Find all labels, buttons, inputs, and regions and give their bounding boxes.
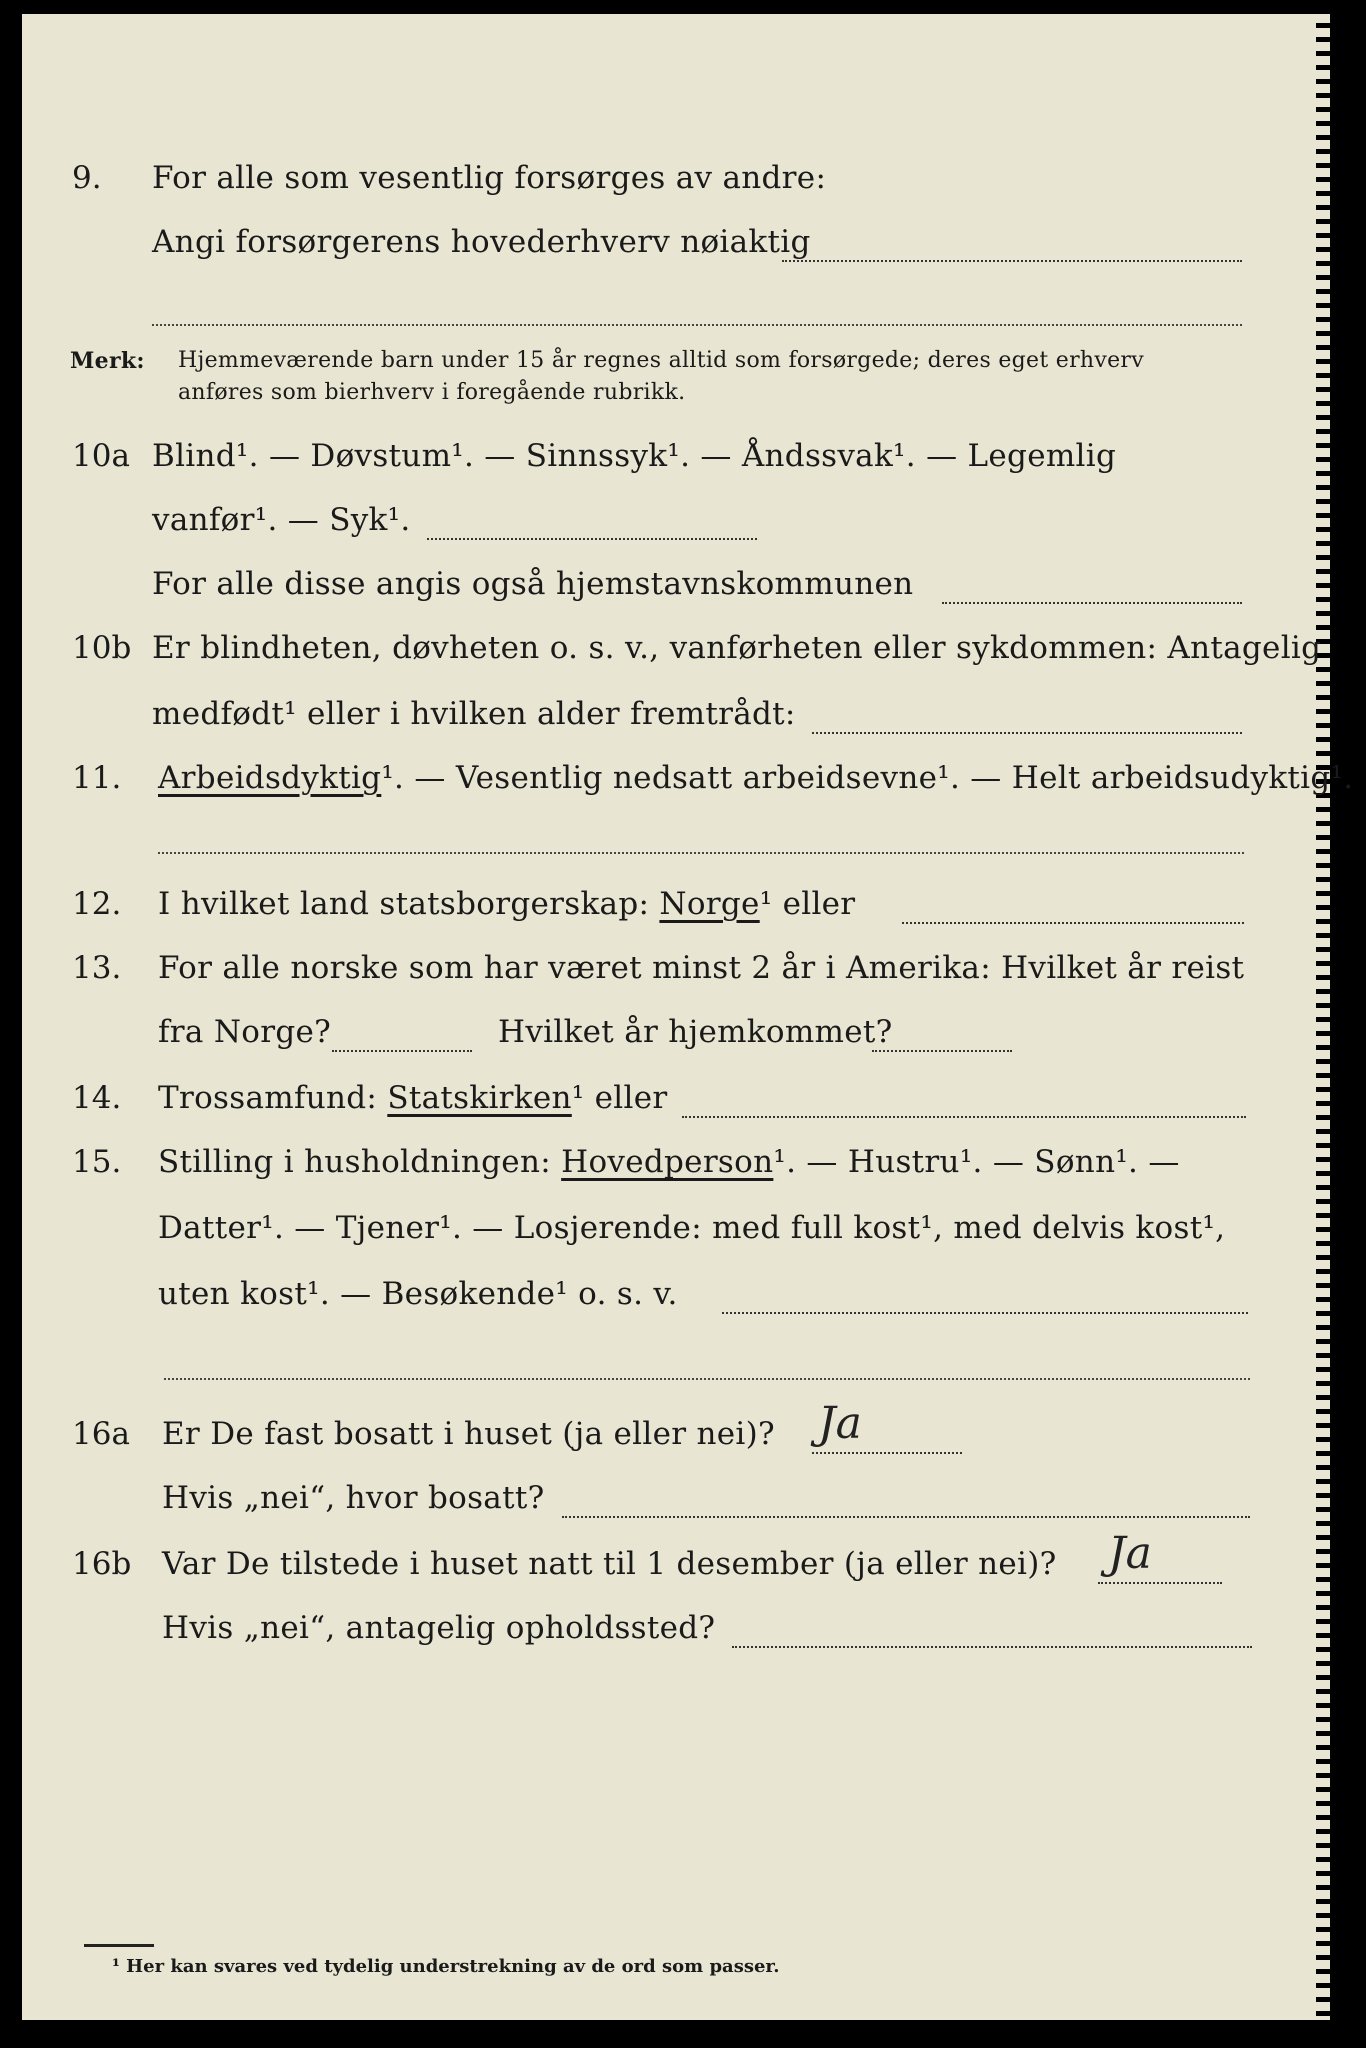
- merk-line1: Hjemmeværende barn under 15 år regnes alltid som forsørgede; deres eget erhverv: [178, 348, 1144, 373]
- q16a-number: 16a: [72, 1416, 130, 1452]
- q10b-line1: Er blindheten, døvheten o. s. v., vanførheten eller sykdommen: Antagelig: [152, 630, 1322, 666]
- q15-line3: uten kost¹. — Besøkende¹ o. s. v.: [158, 1276, 678, 1312]
- q9-answer-line[interactable]: [782, 260, 1242, 262]
- q12-pre: I hvilket land statsborgerskap:: [158, 886, 650, 922]
- q9-extra-line[interactable]: [152, 324, 1242, 326]
- q16a-line1: Er De fast bosatt i huset (ja eller nei)?: [162, 1416, 775, 1452]
- q13-line2b: Hvilket år hjemkommet?: [498, 1014, 893, 1050]
- q10a-kommune-line[interactable]: [942, 602, 1242, 604]
- q13-line1: For alle norske som har været minst 2 år i Amerika: Hvilket år reist: [158, 950, 1245, 986]
- q16b-opholdssted-line[interactable]: [732, 1646, 1252, 1648]
- footnote-rule: [84, 1944, 154, 1947]
- census-form-page: [22, 14, 1354, 2020]
- q10b-number: 10b: [72, 630, 132, 666]
- q12-post: ¹ eller: [759, 886, 856, 922]
- q15-option-underlined[interactable]: Hovedperson: [561, 1144, 774, 1180]
- q16b-number: 16b: [72, 1546, 132, 1582]
- q15-number: 15.: [72, 1144, 122, 1180]
- q14-post: ¹ eller: [571, 1080, 668, 1116]
- q9-number: 9.: [72, 160, 102, 196]
- q12-answer-line[interactable]: [902, 922, 1244, 924]
- q16b-handwritten-answer: Ja: [1108, 1528, 1152, 1579]
- q15-extra-line[interactable]: [164, 1378, 1250, 1380]
- q16a-line2: Hvis „nei“, hvor bosatt?: [162, 1480, 545, 1516]
- q10a-line1: Blind¹. — Døvstum¹. — Sinnssyk¹. — Åndssvak¹. — Legemlig: [152, 438, 1117, 474]
- perforated-edge: [1316, 14, 1330, 2020]
- q16b-line2: Hvis „nei“, antagelig opholdssted?: [162, 1610, 716, 1646]
- q10b-line2: medfødt¹ eller i hvilken alder fremtrådt:: [152, 696, 796, 732]
- merk-line2: anføres som bierhverv i foregående rubrikk.: [178, 380, 686, 405]
- q9-line2: Angi forsørgerens hovederhverv nøiaktig: [152, 224, 811, 260]
- footnote: ¹ Her kan svares ved tydelig understrekning av de ord som passer.: [112, 1956, 780, 1977]
- q11-extra-line[interactable]: [158, 852, 1244, 854]
- q14-answer-line[interactable]: [682, 1116, 1246, 1118]
- q11-number: 11.: [72, 760, 122, 796]
- q12-option-underlined[interactable]: Norge: [659, 886, 760, 922]
- q11-text: [158, 760, 1353, 796]
- q13-reist-line[interactable]: [332, 1050, 472, 1052]
- q11-rest: ¹. — Vesentlig nedsatt arbeidsevne¹. — Helt arbeidsudyktig¹.: [381, 760, 1354, 796]
- q9-line1: For alle som vesentlig forsørges av andre:: [152, 160, 827, 196]
- q14-pre: Trossamfund:: [158, 1080, 378, 1116]
- q16a-handwritten-answer: Ja: [818, 1398, 862, 1449]
- q10a-syk-line[interactable]: [427, 538, 757, 540]
- q16b-answer-line[interactable]: [1098, 1582, 1222, 1584]
- q12-number: 12.: [72, 886, 122, 922]
- q10b-answer-line[interactable]: [812, 732, 1242, 734]
- q14-number: 14.: [72, 1080, 122, 1116]
- q15-rest1: ¹. — Hustru¹. — Sønn¹. —: [773, 1144, 1180, 1180]
- q13-number: 13.: [72, 950, 122, 986]
- q10a-line3: For alle disse angis også hjemstavnskommunen: [152, 566, 914, 602]
- q16a-bosatt-line[interactable]: [562, 1516, 1250, 1518]
- q14-option-underlined[interactable]: Statskirken: [387, 1080, 572, 1116]
- merk-label: Merk:: [70, 348, 145, 374]
- q15-line2: Datter¹. — Tjener¹. — Losjerende: med full kost¹, med delvis kost¹,: [158, 1210, 1226, 1246]
- q10a-line2: vanfør¹. — Syk¹.: [152, 502, 411, 538]
- q16b-line1: Var De tilstede i huset natt til 1 desember (ja eller nei)?: [162, 1546, 1057, 1582]
- q11-option-underlined[interactable]: Arbeidsdyktig: [158, 760, 382, 796]
- q14-text: [158, 1080, 668, 1116]
- q15-pre: Stilling i husholdningen:: [158, 1144, 551, 1180]
- q12-text: [158, 886, 855, 922]
- q13-line2a: fra Norge?: [158, 1014, 332, 1050]
- q15-line1: [158, 1144, 1180, 1180]
- q16a-answer-line[interactable]: [812, 1452, 962, 1454]
- q10a-number: 10a: [72, 438, 130, 474]
- q15-answer-line[interactable]: [722, 1312, 1248, 1314]
- q13-hjemkommet-line[interactable]: [872, 1050, 1012, 1052]
